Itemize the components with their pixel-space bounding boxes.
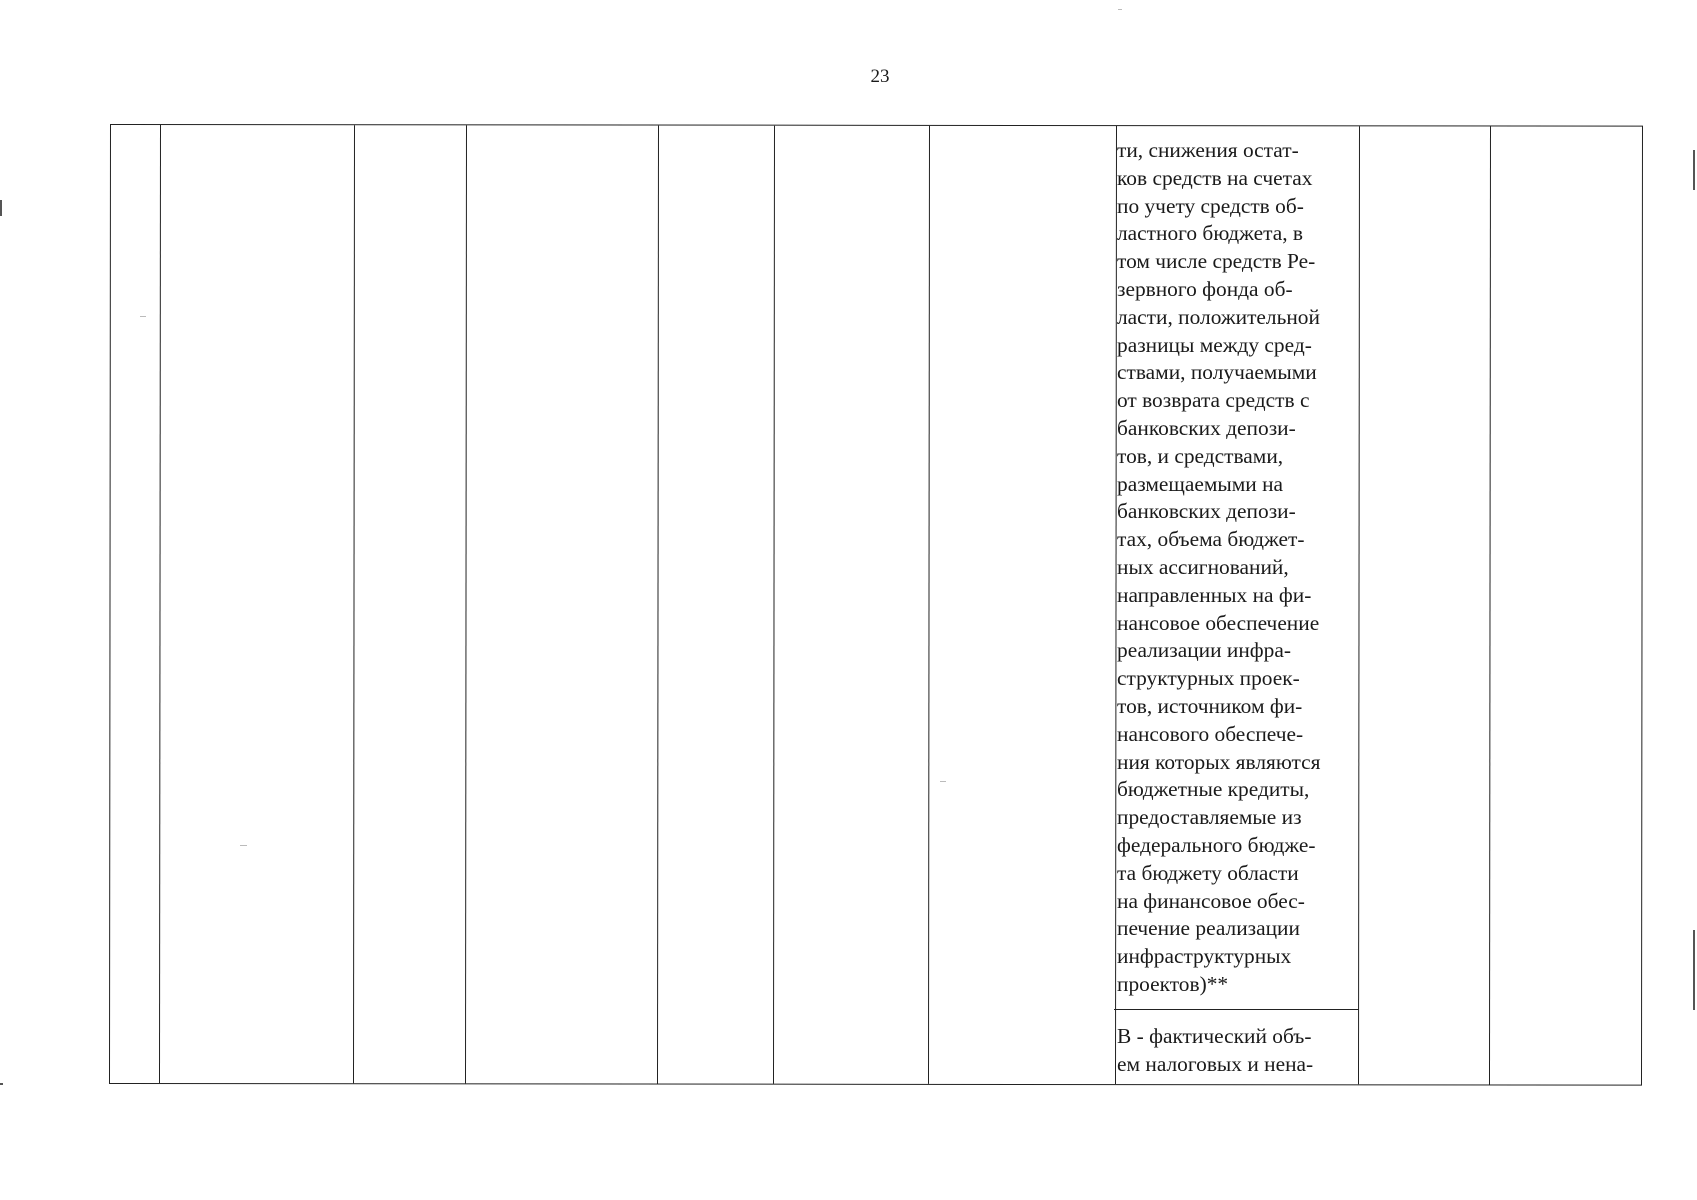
table-frame [109,124,1643,1086]
column-divider [1358,126,1360,1084]
page-number: 23 [870,66,890,87]
table-cell-description-upper: ти, снижения остат- ков средств на счетах по учету средств об- ластного бюджета, в том числе средств Ре- зервного фонда об- ласти, положительной разницы между сред- ствами, получаемыми от возврата средств с банковских депози- тов, и средствами, размещаемыми на банковских депози- тах, объема бюджет- ных ассигнований, направленных на фи- нансовое обеспечение реализации инфра- структурных проек- тов, источником фи- нансового обеспече- ния которых являются бюджетные кредиты, предоставляемые из федерального бюдже- та бюджету области на финансовое обес- печение реализации инфраструктурных проектов)** [1117,138,1321,996]
column-divider [353,125,355,1083]
column-divider [1489,126,1491,1084]
row-divider [1114,1009,1359,1010]
scan-edge-mark [0,1083,3,1085]
column-divider [657,126,659,1084]
scan-speck [1118,9,1122,10]
scan-speck [940,781,946,782]
scan-speck [140,316,146,317]
scan-edge-mark [0,200,2,216]
table-cell-description-lower: В - фактический объ- ем налоговых и нена- [1117,1024,1314,1076]
scan-edge-mark [1693,930,1695,1010]
scan-speck [240,845,247,846]
column-divider [159,125,161,1083]
column-divider [928,126,930,1084]
column-divider [773,126,775,1084]
column-divider [465,125,467,1083]
scan-edge-mark [1693,150,1695,190]
